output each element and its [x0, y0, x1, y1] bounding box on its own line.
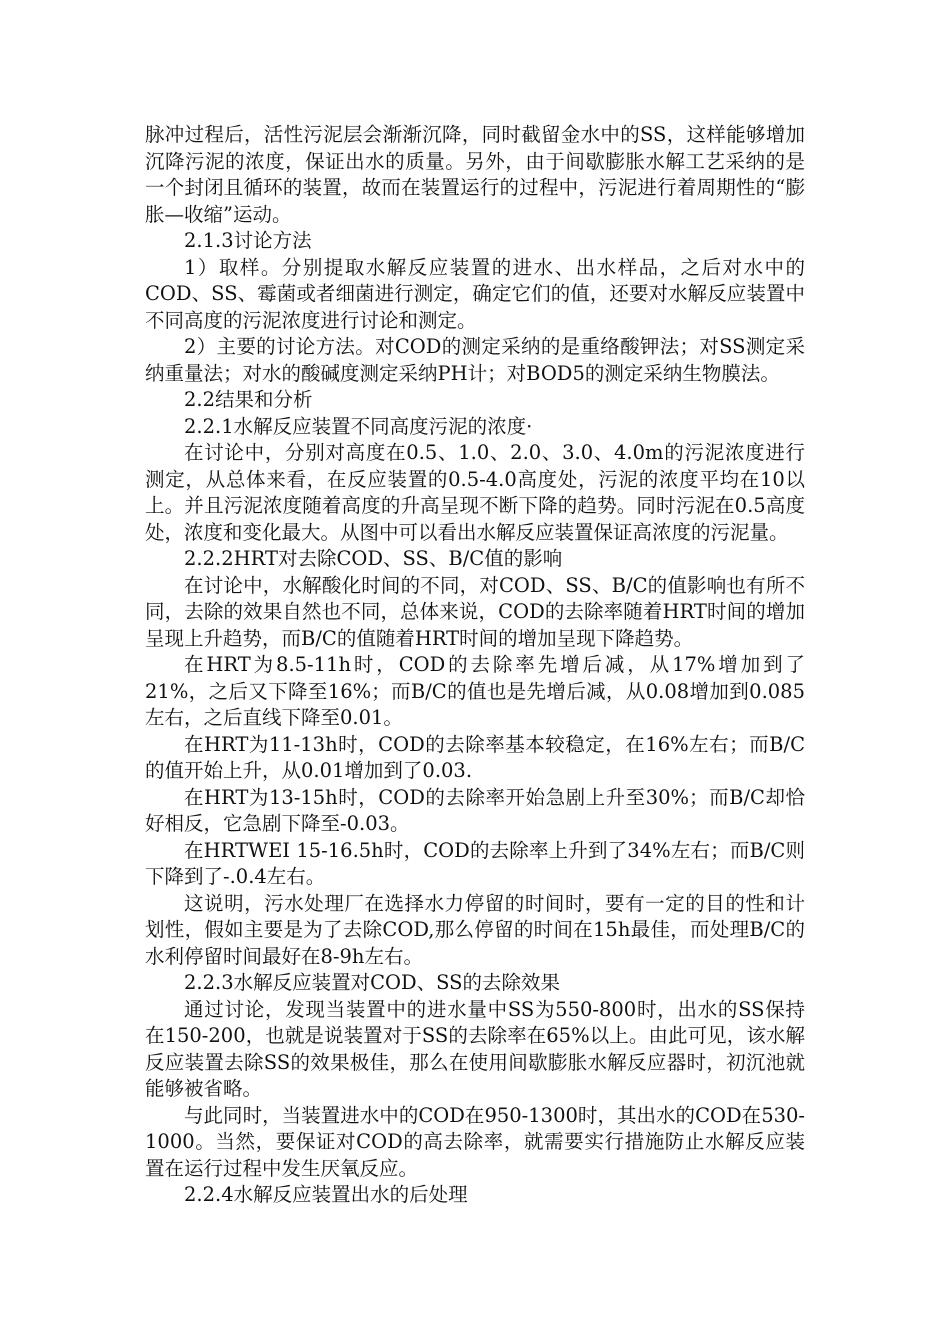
section-heading-2-2-2: 2.2.2HRT对去除COD、SS、B/C值的影响	[184, 547, 563, 570]
paragraph-methods: 2）主要的讨论方法。对COD的测定采纳的是重络酸钾法；对SS测定采纳重量法；对水的酸碱度测定采纳PH计；对BOD5的测定采纳生物膜法。	[145, 335, 805, 385]
paragraph-conclusion: 这说明，污水处理厂在选择水力停留的时间时，要有一定的目的性和计划性，假如主要是为了去除COD,那么停留的时间在15h最佳，而处理B/C的水利停留时间最好在8-9h左右。	[145, 891, 805, 968]
paragraph-sampling: 1）取样。分别提取水解反应装置的进水、出水样品，之后对水中的COD、SS、霉菌或者细菌进行测定，确定它们的值，还要对水解反应装置中不同高度的污泥浓度进行讨论和测定。	[145, 255, 805, 332]
paragraph-hrt-13-15: 在HRT为13-15h时，COD的去除率开始急剧上升至30%；而B/C却恰好相反，它急剧下降至-0.03。	[145, 785, 805, 835]
paragraph-hrt-11-13: 在HRT为11-13h时，COD的去除率基本较稳定，在16%左右；而B/C的值开始上升，从0.01增加到了0.03.	[145, 732, 805, 782]
paragraph-sludge-concentration: 在讨论中，分别对高度在0.5、1.0、2.0、3.0、4.0m的污泥浓度进行测定，从总体来看，在反应装置的0.5-4.0高度处，污泥的浓度平均在10以上。并且污泥浓度随着高度的升高呈现不断下降的趋势。同时污泥在0.5高度处，浓度和变化最大。从图中可以看出水解反应装置保证高浓度的污泥量。	[145, 441, 805, 544]
paragraph-hrt-8-11: 在HRT为8.5-11h时，COD的去除率先增后减，从17%增加到了21%，之后又下降至16%；而B/C的值也是先增后减，从0.08增加到0.085左右，之后直线下降至0.01。	[145, 653, 805, 729]
section-heading-2-2: 2.2结果和分析	[184, 388, 313, 411]
section-heading-2-1-3: 2.1.3讨论方法	[184, 229, 312, 252]
document-body	[145, 122, 805, 1209]
paragraph-hrt-overview: 在讨论中，水解酸化时间的不同，对COD、SS、B/C的值影响也有所不同，去除的效果自然也不同，总体来说，COD的去除率随着HRT时间的增加呈现上升趋势，而B/C的值随着HRT时间的增加呈现下降趋势。	[145, 573, 805, 650]
paragraph-continuation: 脉冲过程后，活性污泥层会渐渐沉降，同时截留金水中的SS，这样能够增加沉降污泥的浓度，保证出水的质量。另外，由于间歇膨胀水解工艺采纳的是一个封闭且循环的装置，故而在装置运行的过程中，污泥进行着周期性的“膨胀—收缩”运动。	[145, 123, 805, 226]
paragraph-ss-removal: 通过讨论，发现当装置中的进水量中SS为550-800时，出水的SS保持在150-200，也就是说装置对于SS的去除率在65%以上。由此可见，该水解反应装置去除SS的效果极佳，那么在使用间歇膨胀水解反应器时，初沉池就能够被省略。	[145, 997, 805, 1100]
section-heading-2-2-3: 2.2.3水解反应装置对COD、SS的去除效果	[184, 971, 561, 994]
paragraph-hrt-15-16: 在HRTWEI 15-16.5h时，COD的去除率上升到了34%左右；而B/C则下降到了-.0.4左右。	[145, 838, 805, 888]
section-heading-2-2-4: 2.2.4水解反应装置出水的后处理	[184, 1183, 468, 1206]
section-heading-2-2-1: 2.2.1水解反应装置不同高度污泥的浓度·	[184, 414, 533, 438]
paragraph-cod-removal: 与此同时，当装置进水中的COD在950-1300时，其出水的COD在530-1000。当然，要保证对COD的高去除率，就需要实行措施防止水解反应装置在运行过程中发生厌氧反应。	[145, 1103, 805, 1180]
